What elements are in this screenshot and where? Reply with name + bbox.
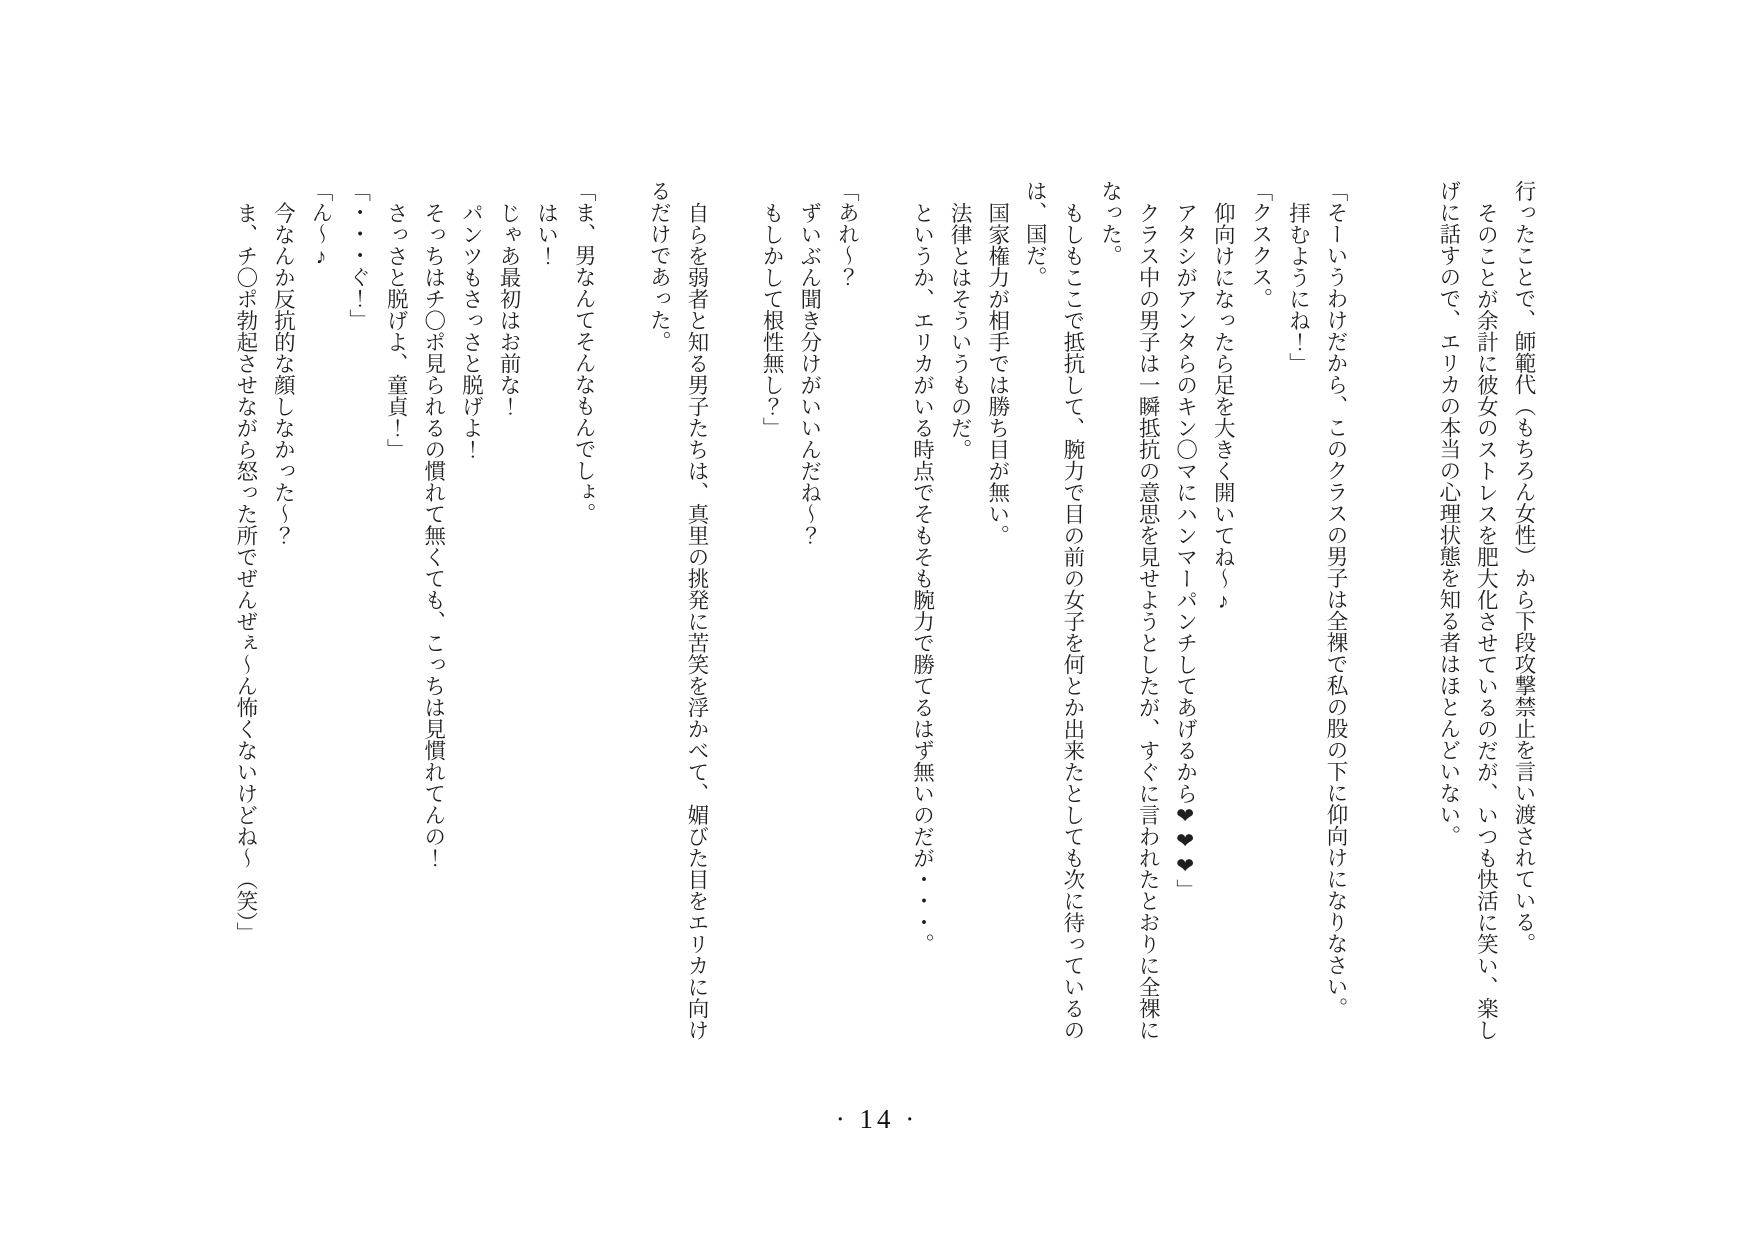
text-line: はい！	[534, 201, 559, 266]
text-line: 仰向けになったら足を大きく開いてね～♪	[1211, 201, 1236, 613]
text-line: そっちはチ〇ポ見られるの慣れて無くても、こっちは見慣れてんの！	[421, 201, 446, 868]
blank-line	[865, 180, 903, 1085]
text-line: ま、チ〇ポ勃起させながら怒った所でぜんぜぇ～ん怖くないけどね～（笑）」	[233, 201, 258, 944]
text-line: 「・・・ぐ！」	[346, 180, 371, 331]
text-line: もしかして根性無し？」	[760, 201, 785, 438]
blank-line	[1354, 180, 1392, 1085]
vertical-text-block	[226, 180, 1542, 1085]
text-line: ずいぶん聞き分けがいいんだね～？	[797, 201, 822, 546]
text-line: は、国だ。	[1023, 180, 1048, 288]
text-line: 自らを弱者と知る男子たちは、真里の挑発に苦笑を浮かべて、媚びた目をエリカに向け	[684, 201, 709, 1040]
blank-line	[1392, 180, 1430, 1085]
text-line: なった。	[1098, 180, 1123, 266]
text-line: 「クスクス。	[1248, 180, 1273, 309]
blank-line	[715, 180, 753, 1085]
text-line: 行ったことで、師範代（もちろん女性）から下段攻撃禁止を言い渡されている。	[1512, 180, 1536, 954]
text-line: 「そーいうわけだから、このクラスの男子は全裸で私の股の下に仰向けになりなさい。	[1324, 180, 1349, 1019]
text-line: 今なんか反抗的な顔しなかった～？	[271, 201, 296, 546]
text-line: 国家権力が相手では勝ち目が無い。	[985, 201, 1010, 546]
page-footer	[0, 1104, 1754, 1135]
text-line: 「ん～♪	[309, 180, 333, 269]
text-line: じゃあ最初はお前な！	[496, 201, 521, 417]
text-line: 法律とはそういうものだ。	[948, 201, 973, 460]
text-line: 「ま、男なんてそんなもんでしょ。	[572, 180, 597, 524]
text-line: アタシがアンタらのキン〇マにハンマーパンチしてあげるから❤❤❤」	[1173, 201, 1198, 900]
text-line: というか、エリカがいる時点でそもそも腕力で勝てるはず無いのだが・・・。	[910, 201, 935, 954]
text-line: そのことが余計に彼女のストレスを肥大化させているのだが、いつも快活に笑い、楽し	[1474, 201, 1499, 1040]
text-line: パンツもさっさと脱げよ！	[459, 201, 484, 460]
text-line: さっさと脱げよ、童貞！」	[384, 201, 409, 460]
text-line: クラス中の男子は一瞬抵抗の意思を見せようとしたが、すぐに言われたとおりに全裸に	[1136, 201, 1161, 1040]
text-line: もしもここで抵抗して、腕力で目の前の女子を何とか出来たとしても次に待っているの	[1060, 201, 1085, 1040]
page-number: · 14 ·	[835, 1104, 919, 1134]
text-line: げに話すので、エリカの本当の心理状態を知る者はほとんどいない。	[1436, 180, 1461, 847]
text-line: 「あれ～？	[835, 180, 860, 288]
text-line: るだけであった。	[647, 180, 672, 352]
text-line: 拝むようにね！」	[1286, 201, 1311, 374]
blank-line	[602, 180, 640, 1085]
